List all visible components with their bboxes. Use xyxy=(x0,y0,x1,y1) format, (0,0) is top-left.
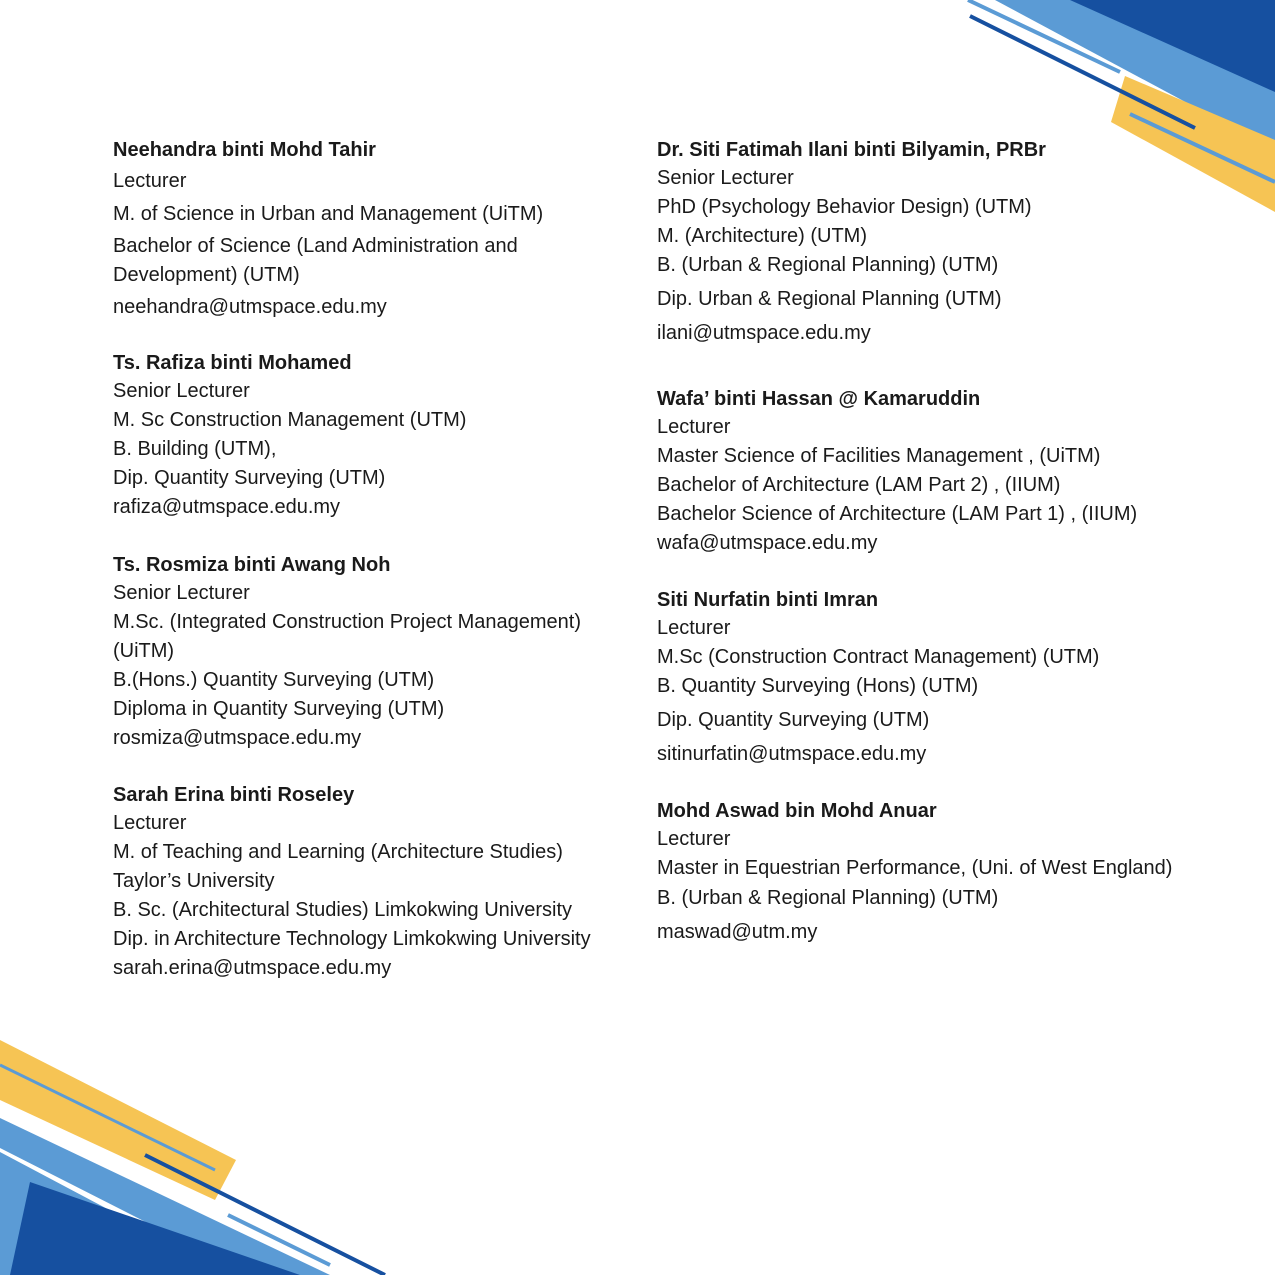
staff-name: Siti Nurfatin binti Imran xyxy=(657,589,879,611)
staff-name: Wafa’ binti Hassan @ Kamaruddin xyxy=(657,388,981,410)
staff-qualification: B. Building (UTM), xyxy=(113,438,277,460)
staff-title: Senior Lecturer xyxy=(657,167,794,189)
staff-email[interactable]: ilani@utmspace.edu.my xyxy=(657,322,871,344)
staff-name: Sarah Erina binti Roseley xyxy=(113,784,355,806)
staff-card-wafa xyxy=(657,385,1177,558)
staff-qualification: Bachelor of Architecture (LAM Part 2) , (IIUM) xyxy=(657,474,1061,496)
staff-title: Lecturer xyxy=(657,828,731,850)
staff-email[interactable]: rosmiza@utmspace.edu.my xyxy=(113,727,362,749)
staff-qualification: M.Sc. (Integrated Construction Project Management) (UiTM) xyxy=(113,611,581,662)
staff-name: Neehandra binti Mohd Tahir xyxy=(113,139,376,161)
staff-title: Lecturer xyxy=(113,812,187,834)
staff-qualification: M. of Science in Urban and Management (UiTM) xyxy=(113,203,544,225)
staff-qualification: PhD (Psychology Behavior Design) (UTM) xyxy=(657,196,1032,218)
staff-qualification: Master Science of Facilities Management , (UiTM) xyxy=(657,445,1101,467)
staff-qualification: Bachelor of Science (Land Administration and Development) (UTM) xyxy=(113,235,518,286)
staff-title: Lecturer xyxy=(113,170,187,192)
staff-email[interactable]: neehandra@utmspace.edu.my xyxy=(113,296,387,318)
staff-qualification: B. (Urban & Regional Planning) (UTM) xyxy=(657,254,999,276)
staff-qualification: Dip. Quantity Surveying (UTM) xyxy=(113,467,386,489)
staff-qualification: Diploma in Quantity Surveying (UTM) xyxy=(113,698,445,720)
left-column xyxy=(113,136,633,983)
staff-card-sarah xyxy=(113,781,633,983)
staff-qualification: B. Sc. (Architectural Studies) Limkokwing University xyxy=(113,899,573,921)
staff-qualification: B. Quantity Surveying (Hons) (UTM) xyxy=(657,675,979,697)
staff-card-aswad xyxy=(657,797,1177,947)
staff-qualification: M. Sc Construction Management (UTM) xyxy=(113,409,467,431)
staff-qualification: Master in Equestrian Performance, (Uni. of West England) xyxy=(657,857,1173,879)
staff-qualification: Dip. Urban & Regional Planning (UTM) xyxy=(657,288,1002,310)
staff-qualification: M. (Architecture) (UTM) xyxy=(657,225,867,247)
staff-name: Ts. Rafiza binti Mohamed xyxy=(113,352,352,374)
staff-card-rafiza xyxy=(113,349,633,522)
staff-card-rosmiza xyxy=(113,551,633,753)
staff-qualification: M.Sc (Construction Contract Management) (UTM) xyxy=(657,646,1100,668)
staff-card-neehandra xyxy=(113,136,633,322)
staff-card-sitinurfatin xyxy=(657,586,1177,769)
staff-title: Senior Lecturer xyxy=(113,582,250,604)
staff-qualification: B. (Urban & Regional Planning) (UTM) xyxy=(657,887,999,909)
staff-qualification: B.(Hons.) Quantity Surveying (UTM) xyxy=(113,669,435,691)
staff-name: Mohd Aswad bin Mohd Anuar xyxy=(657,800,937,822)
staff-name: Dr. Siti Fatimah Ilani binti Bilyamin, PRBr xyxy=(657,139,1046,161)
staff-email[interactable]: wafa@utmspace.edu.my xyxy=(657,532,878,554)
staff-name: Ts. Rosmiza binti Awang Noh xyxy=(113,554,391,576)
staff-email[interactable]: rafiza@utmspace.edu.my xyxy=(113,496,341,518)
staff-qualification: Dip. Quantity Surveying (UTM) xyxy=(657,709,930,731)
staff-title: Lecturer xyxy=(657,416,731,438)
staff-qualification: Dip. in Architecture Technology Limkokwing University xyxy=(113,928,591,950)
staff-card-ilani xyxy=(657,136,1177,348)
staff-title: Lecturer xyxy=(657,617,731,639)
right-column xyxy=(657,136,1177,947)
staff-title: Senior Lecturer xyxy=(113,380,250,402)
staff-email[interactable]: sarah.erina@utmspace.edu.my xyxy=(113,957,392,979)
staff-email[interactable]: maswad@utm.my xyxy=(657,921,818,943)
staff-qualification: Bachelor Science of Architecture (LAM Part 1) , (IIUM) xyxy=(657,503,1138,525)
staff-email[interactable]: sitinurfatin@utmspace.edu.my xyxy=(657,743,927,765)
staff-qualification: M. of Teaching and Learning (Architecture Studies) Taylor’s University xyxy=(113,841,563,892)
